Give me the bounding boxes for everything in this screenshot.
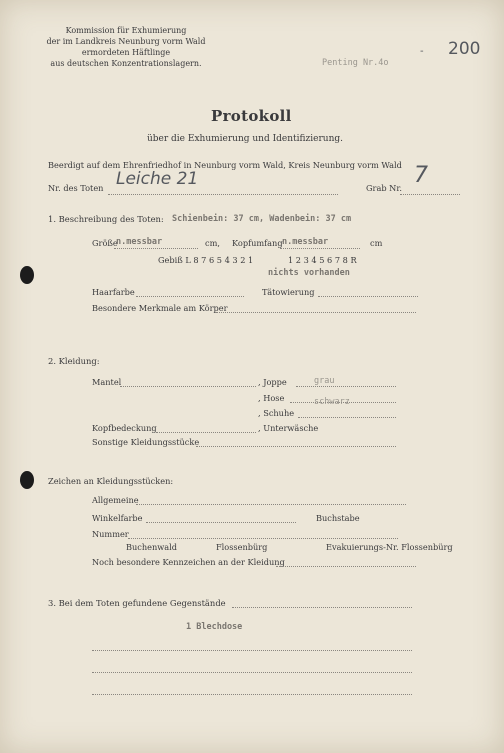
triangle-color-label: Winkelfarbe [92,513,143,523]
section-2-label: 2. Kleidung: [48,356,100,366]
commission-line-4: aus deutschen Konzentrationslagern. [50,59,202,68]
other-clothes-line [196,446,396,447]
section-3-label: 3. Bei dem Toten gefundene Gegenstände [48,598,226,608]
section-1-label: 1. Beschreibung des Toten: [48,214,164,224]
size-line [114,248,198,249]
flossenbuerg-label: Flossenbürg [216,542,268,552]
commission-line-3: ermordeten Häftlinge [81,48,171,57]
other-marks-label: Noch besondere Kennzeichen an der Kleidung [92,557,285,567]
page-number-dash: - [420,46,424,57]
size-unit: cm, [205,238,220,248]
general-line [136,504,406,505]
hair-label: Haarfarbe [92,287,135,297]
size-value: n.messbar [116,237,163,247]
teeth-label: Gebiß L 8 7 6 5 4 3 2 1 [158,255,254,265]
section-1-typed-desc: Schienbein: 37 cm, Wadenbein: 37 cm [172,214,352,224]
commission-line-1: Kommission für Exhumierung [65,26,187,35]
other-clothes-label: Sonstige Kleidungsstücke [92,437,200,447]
items-line-3 [92,694,412,695]
punch-hole-top [20,266,34,284]
number-line [128,538,398,539]
stamp-text: Penting Nr.4o [322,58,389,68]
shoes-line [298,417,396,418]
tattoo-label: Tätowierung [262,287,315,297]
buchenwald-label: Buchenwald [126,542,178,552]
page-subtitle: über die Exhumierung und Identifizierung. [147,134,343,144]
dead-nr-value: Leiche 21 [116,169,199,189]
grave-nr-value: 7 [414,163,428,188]
grave-nr-label: Grab Nr. [366,183,402,193]
underwear-label: , Unterwäsche [258,423,319,433]
commission-header [31,25,221,69]
evacuation-nr-label: Evakuierungs-Nr. Flossenbürg [326,542,453,552]
head-value: n.messbar [282,237,329,247]
triangle-color-line [146,522,296,523]
commission-line-2: der im Landkreis Neunburg vorm Wald [46,37,206,46]
tattoo-line [318,296,418,297]
jacket-value: grau [314,376,335,386]
burial-line: Beerdigt auf dem Ehrenfriedhof in Neunburg vorm Wald, Kreis Neunburg vorm Wald [48,160,402,170]
headwear-line [156,432,256,433]
marks-body-line [216,312,416,313]
other-marks-line [276,566,416,567]
clothing-marks-label: Zeichen an Kleidungsstücken: [48,476,174,486]
grave-nr-line [400,194,460,195]
headwear-label: Kopfbedeckung [92,423,157,433]
size-label: Größe [92,238,118,248]
teeth-right: 1 2 3 4 5 6 7 8 R [288,255,357,265]
page-title: Protokoll [211,107,292,125]
items-line-2 [92,672,412,673]
shoes-label: , Schuhe [258,408,295,418]
coat-label: Mantel [92,377,122,387]
dead-nr-label: Nr. des Toten [48,183,104,193]
marks-body-label: Besondere Merkmale am Körper [92,303,228,313]
items-line-1 [92,650,412,651]
jacket-line [296,386,396,387]
letter-label: Buchstabe [316,513,360,523]
jacket-label: , Joppe [258,377,287,387]
general-label: Allgemeine [92,495,139,505]
found-item: 1 Blechdose [186,622,243,632]
head-line [280,248,360,249]
number-label: Nummer [92,529,129,539]
trousers-line [290,402,396,403]
head-label: Kopfumfang [232,238,283,248]
section-3-line [232,607,412,608]
teeth-typed: nichts vorhanden [268,268,350,278]
hair-line [136,296,244,297]
punch-hole-bottom [20,471,34,489]
trousers-label: , Hose [258,393,285,403]
page-number: 200 [448,39,481,59]
coat-line [120,386,256,387]
head-unit: cm [370,238,383,248]
trousers-value: schwarz [314,397,350,407]
dead-nr-line [108,194,338,195]
